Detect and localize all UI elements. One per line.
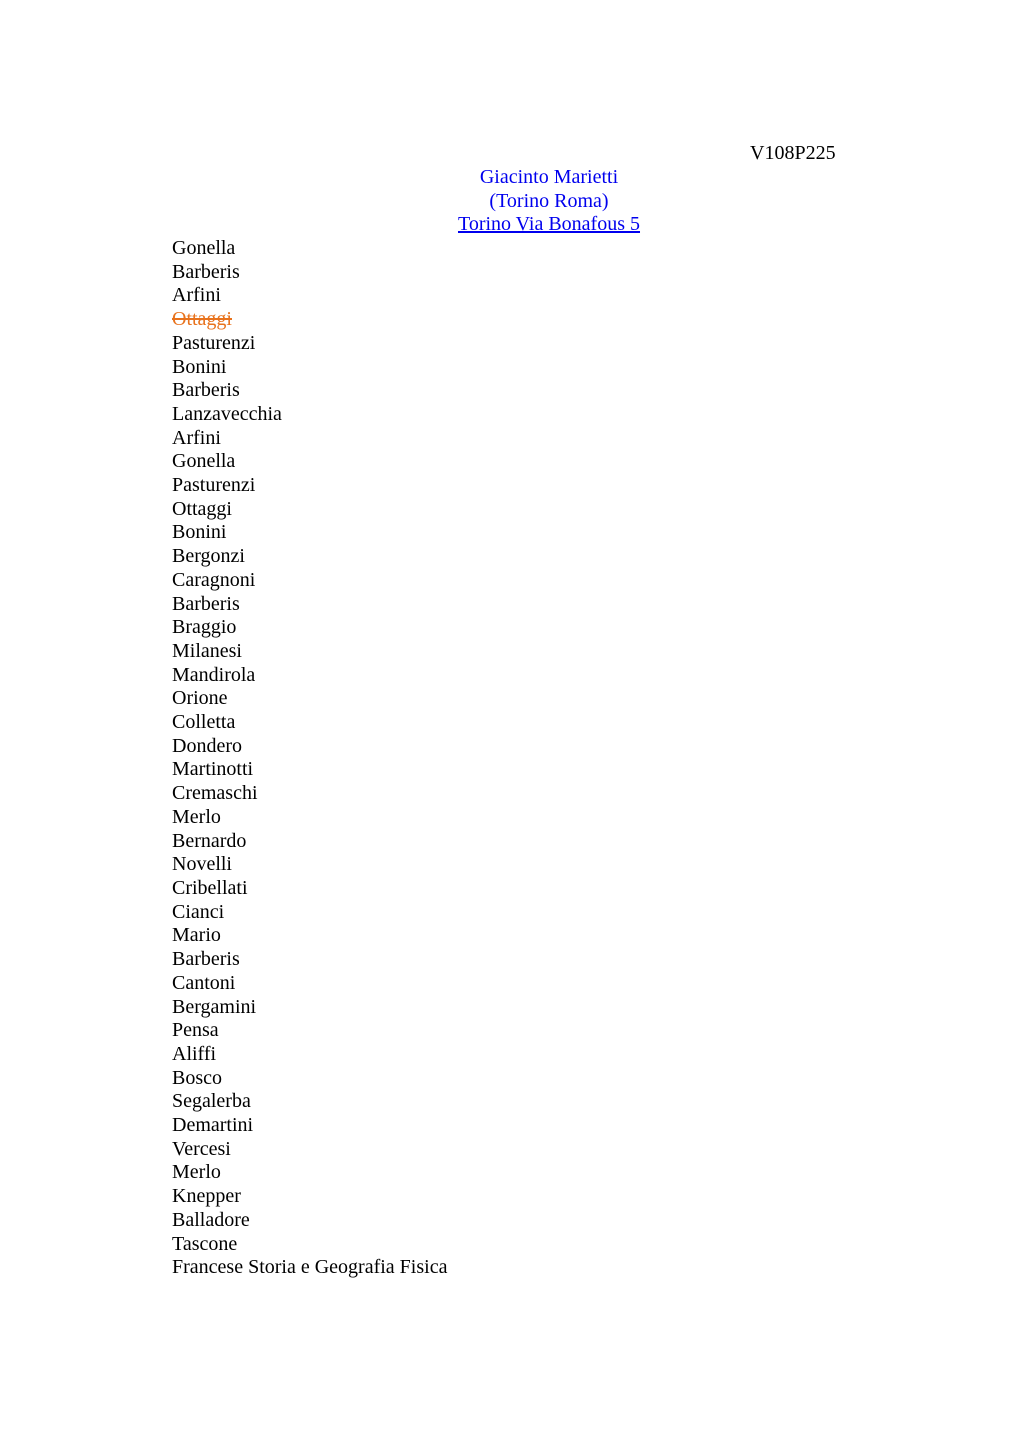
list-item: Lanzavecchia [172,402,282,425]
list-item: Knepper [172,1185,241,1208]
list-item: Novelli [172,853,232,876]
list-item: Gonella [172,450,236,473]
doc-code: V108P225 [750,142,836,164]
list-item: Pasturenzi [172,331,256,354]
list-item: Dondero [172,734,242,757]
list-item: Braggio [172,616,237,639]
list-item: Cantoni [172,971,236,994]
list-item: Arfini [172,284,221,307]
header-subtitle: (Torino Roma) [489,189,609,212]
header-block [458,166,640,237]
list-item: Bonini [172,521,227,544]
list-item: Barberis [172,379,240,402]
list-item: Cianci [172,900,225,923]
list-item: Bosco [172,1066,222,1089]
list-item: Gonella [172,237,236,259]
list-item: Colletta [172,711,236,734]
list-item: Milanesi [172,639,242,662]
list-item: Merlo [172,805,221,828]
list-item: Mandirola [172,663,256,686]
list-item: Barberis [172,948,240,971]
list-item: Vercesi [172,1137,231,1160]
header-address-link[interactable]: Torino Via Bonafous 5 [457,213,641,236]
list-item: Aliffi [172,1042,217,1065]
list-item: Arfini [172,426,221,449]
list-item: Segalerba [172,1090,251,1113]
list-item: Pasturenzi [172,474,256,497]
list-item: Bergonzi [172,545,245,568]
list-item: Cribellati [172,876,248,899]
list-item: Tascone [172,1232,238,1255]
list-item: Merlo [172,1161,221,1184]
list-item: Balladore [172,1208,250,1231]
list-item: Orione [172,687,228,710]
list-item: Mario [172,924,221,947]
list-item: Pensa [172,1019,219,1042]
list-item: Cremaschi [172,782,258,805]
list-item: Ottaggi [172,497,232,520]
list-item: Demartini [172,1114,254,1137]
name-list [172,237,447,1280]
list-item: Barberis [172,260,240,283]
list-item: Bergamini [172,995,257,1018]
header-name: Giacinto Marietti [479,166,619,188]
list-item: Francese Storia e Geografia Fisica [172,1256,448,1279]
list-item: Barberis [172,592,240,615]
list-item: Martinotti [172,758,254,781]
list-item: Ottaggi [172,308,232,331]
list-item: Caragnoni [172,568,256,591]
list-item: Bonini [172,355,227,378]
list-item: Bernardo [172,829,247,852]
